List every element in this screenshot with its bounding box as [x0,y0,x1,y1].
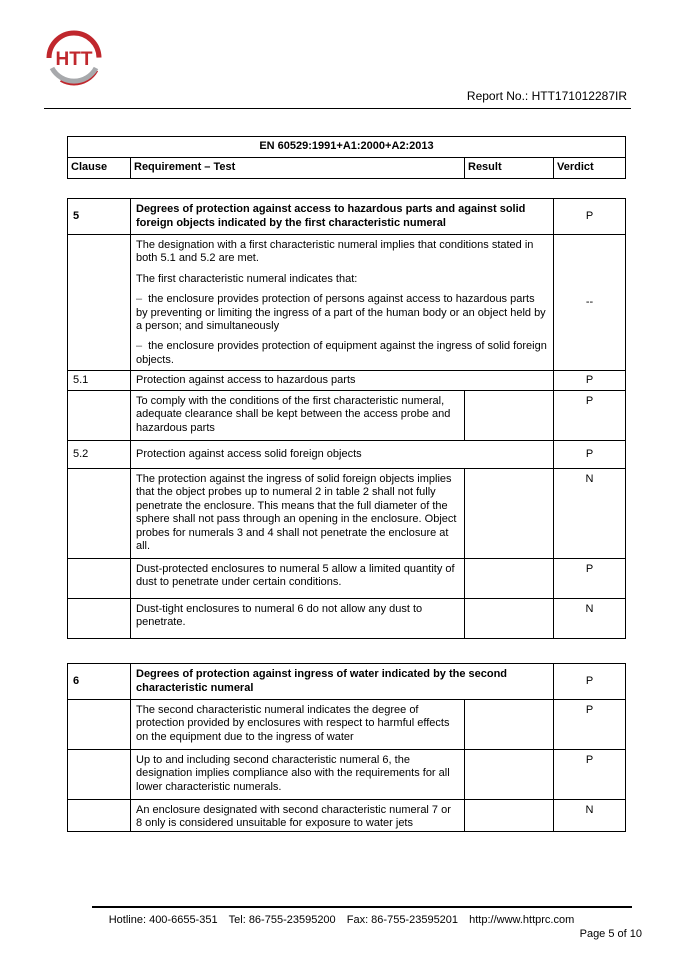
result-cell [465,599,554,639]
result-cell [465,800,554,832]
website-link[interactable]: http://www.httprc.com [469,914,575,926]
verdict: P [554,199,626,235]
table-row [68,391,626,441]
bullet-item: – the enclosure provides protection of equipment against the ingress of solid foreign objects. [136,340,547,366]
bullet-item: – the enclosure provides protection of persons against access to hazardous parts by preventing or limiting the ingress of a part of the human body or an object held by a person; and simultaneously [136,293,546,333]
table-row [68,199,626,235]
requirement-text: Dust-protected enclosures to numeral 5 allow a limited quantity of dust to penetrate under certain conditions. [131,559,465,599]
verdict: N [554,469,626,559]
standard-title: EN 60529:1991+A1:2000+A2:2013 [68,137,626,158]
verdict: P [554,700,626,750]
footer-contact [0,914,683,926]
verdict: P [554,371,626,391]
clause-number: 5.1 [68,371,131,391]
dash-marker: – [136,293,143,306]
subsection-title: Protection against access solid foreign objects [131,441,554,469]
result-cell [465,750,554,800]
table-row [68,441,626,469]
section-5-table [67,198,626,639]
table-row [68,371,626,391]
column-header-result: Result [465,158,554,179]
subsection-title: Protection against access to hazardous parts [131,371,554,391]
footer-divider [92,906,632,908]
requirement-text: An enclosure designated with second characteristic numeral 7 or 8 only is considered unsuitable for exposure to water jets [131,800,465,832]
table-row [68,800,626,832]
verdict: P [554,750,626,800]
clause-number: 5.2 [68,441,131,469]
requirement-text: Dust-tight enclosures to numeral 6 do not allow any dust to penetrate. [131,599,465,639]
verdict: P [554,441,626,469]
table-row [68,750,626,800]
standard-header-table [67,136,626,179]
verdict: N [554,800,626,832]
requirement-text: To comply with the conditions of the first characteristic numeral, adequate clearance shall be kept between the access probe and hazardous parts [131,391,465,441]
column-header-clause: Clause [68,158,131,179]
result-cell [465,559,554,599]
paragraph: The first characteristic numeral indicates that: [136,272,358,285]
table-row [68,469,626,559]
table-row [68,559,626,599]
column-header-requirement: Requirement – Test [131,158,465,179]
table-row [68,235,626,371]
section-6-table [67,663,626,832]
verdict: N [554,599,626,639]
table-row [68,700,626,750]
requirement-text: The second characteristic numeral indicates the degree of protection provided by enclosures with respect to harmful effects on the equipment due to the ingress of water [131,700,465,750]
page-number: Page 5 of 10 [579,928,642,940]
requirement-text: The protection against the ingress of solid foreign objects implies that the object probes up to numeral 2 in table 2 shall not fully penetrate the enclosure. This means that the full diameter of the sphere shall not pass through an opening in the enclosure. Object probes for numerals 3 and 4 shall not penetrate the enclosure at all. [131,469,465,559]
section-title: Degrees of protection against access to hazardous parts and against solid foreign objects indicated by the first characteristic numeral [131,199,554,235]
column-header-verdict: Verdict [554,158,626,179]
company-logo [44,28,104,88]
hotline: Hotline: 400-6655-351 [108,914,218,926]
verdict: P [554,391,626,441]
verdict: P [554,559,626,599]
section-title: Degrees of protection against ingress of water indicated by the second characteristic numeral [131,664,554,700]
requirement-text [131,235,554,371]
report-number: Report No.: HTT171012287IR [466,89,627,103]
dash-marker: – [136,340,143,353]
result-cell [465,469,554,559]
verdict: -- [554,235,626,371]
fax: Fax: 86-755-23595201 [346,914,459,926]
table-row [68,599,626,639]
logo-text: HTT [55,49,93,70]
paragraph: The designation with a first characteristic numeral implies that conditions stated in both 5.1 and 5.2 are met. [136,239,534,265]
result-cell [465,391,554,441]
verdict: P [554,664,626,700]
result-cell [465,700,554,750]
telephone: Tel: 86-755-23595200 [228,914,336,926]
clause-number: 6 [68,664,131,700]
clause-number: 5 [68,199,131,235]
table-row [68,664,626,700]
header-divider [44,108,631,109]
requirement-text: Up to and including second characteristic numeral 6, the designation implies compliance also with the requirements for all lower characteristic numerals. [131,750,465,800]
